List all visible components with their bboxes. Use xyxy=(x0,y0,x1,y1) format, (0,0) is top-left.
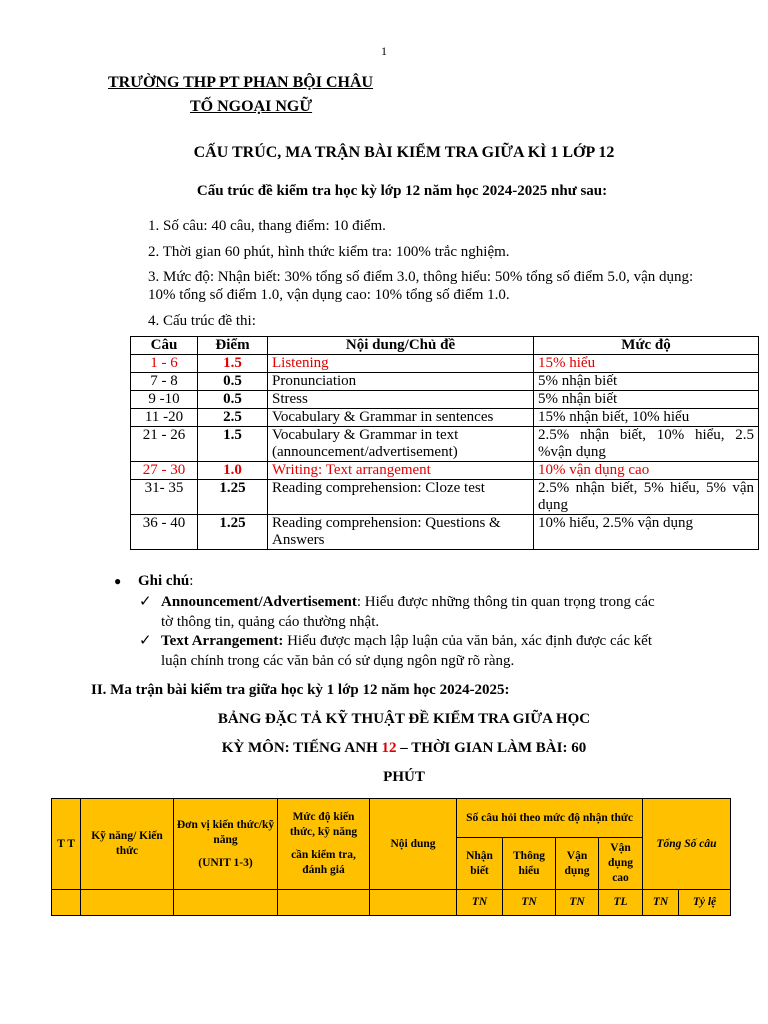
checkmark-icon: ✓ xyxy=(139,594,152,610)
cell-noi-dung: Reading comprehension: Cloze test xyxy=(268,480,534,515)
matrix-so-cau: Số câu hỏi theo mức độ nhận thức xyxy=(457,799,643,838)
cell-cau: 36 - 40 xyxy=(131,515,198,550)
spec-title-line1: BẢNG ĐẶC TẢ KỸ THUẬT ĐỀ KIỂM TRA GIỮA HỌC xyxy=(217,711,591,727)
cell-muc-do: 10% hiểu, 2.5% vận dụng xyxy=(534,515,759,550)
cell-noi-dung: Writing: Text arrangement xyxy=(268,462,534,480)
col-header-muc-do: Mức độ xyxy=(534,337,759,355)
matrix-level-nhan-biet: Nhận biết xyxy=(457,838,503,890)
note-term: Announcement/Advertisement xyxy=(161,594,357,610)
cell-noi-dung: Stress xyxy=(268,391,534,409)
matrix-noi-dung: Nội dung xyxy=(370,799,457,890)
page-title: CẤU TRÚC, MA TRẬN BÀI KIỂM TRA GIỮA KÌ 1 LỚP 12 xyxy=(193,144,615,161)
checkmark-icon: ✓ xyxy=(139,633,152,649)
table-row xyxy=(131,391,759,409)
note-text: Hiểu được mạch lập luận của văn bản, xác định được các kết xyxy=(283,633,652,649)
cell-diem: 1.25 xyxy=(198,480,268,515)
grade-number: 12 xyxy=(381,740,397,756)
cell-cau: 21 - 26 xyxy=(131,427,198,462)
matrix-table xyxy=(51,798,731,916)
cell-cau: 1 - 6 xyxy=(131,355,198,373)
matrix-sub-tn: TN xyxy=(457,890,503,916)
cell-noi-dung: Listening xyxy=(268,355,534,373)
matrix-subheader-row xyxy=(52,890,731,916)
table-row xyxy=(131,409,759,427)
department-name: TỐ NGOẠI NGỮ xyxy=(190,98,313,115)
cell-muc-do: 15% hiểu xyxy=(534,355,759,373)
cell-noi-dung: Pronunciation xyxy=(268,373,534,391)
cell-cau: 7 - 8 xyxy=(131,373,198,391)
matrix-sub-tn: TN xyxy=(556,890,599,916)
section-2-heading: II. Ma trận bài kiểm tra giữa học kỳ 1 lớp 12 năm học 2024-2025: xyxy=(91,682,510,698)
table-row xyxy=(131,373,759,391)
structure-table xyxy=(130,336,759,550)
table-row xyxy=(131,515,759,550)
cell-diem: 1.5 xyxy=(198,427,268,462)
note-text-cont: tờ thông tin, quảng cáo thường nhật. xyxy=(161,614,380,630)
item-3: 3. Mức độ: Nhận biết: 30% tổng số điểm 3.0, thông hiểu: 50% tổng số điểm 5.0, vận dụng: 10% tổng số điểm 1.0, vận dụng cao: 10% tổng số điểm 1.0. xyxy=(148,269,694,303)
note-text-cont: luận chính trong các văn bản có sử dụng ngôn ngữ rõ ràng. xyxy=(161,653,515,669)
cell-muc-do: 15% nhận biết, 10% hiểu xyxy=(534,409,759,427)
cell-diem: 1.0 xyxy=(198,462,268,480)
matrix-sub-tn: TN xyxy=(503,890,556,916)
matrix-level-van-dung: Vận dụng xyxy=(556,838,599,890)
page-number: 1 xyxy=(381,44,387,58)
matrix-muc-do: Mức độ kiến thức, kỹ năng cần kiểm tra, đánh giá xyxy=(278,799,370,890)
col-header-diem: Điểm xyxy=(198,337,268,355)
cell-diem: 2.5 xyxy=(198,409,268,427)
table-row xyxy=(131,480,759,515)
cell-cau: 27 - 30 xyxy=(131,462,198,480)
note-term: Text Arrangement: xyxy=(161,633,284,649)
item-2: 2. Thời gian 60 phút, hình thức kiểm tra: 100% trắc nghiệm. xyxy=(148,244,510,260)
matrix-header-row xyxy=(52,799,731,838)
cell-cau: 9 -10 xyxy=(131,391,198,409)
matrix-tt: T T xyxy=(52,799,81,890)
cell-diem: 1.5 xyxy=(198,355,268,373)
note-term-sep: : xyxy=(356,594,361,610)
matrix-sub-tn: TN xyxy=(643,890,679,916)
cell-cau: 31- 35 xyxy=(131,480,198,515)
col-header-noi-dung: Nội dung/Chủ đề xyxy=(268,337,534,355)
matrix-level-van-dung-cao: Vận dụng cao xyxy=(599,838,643,890)
cell-cau: 11 -20 xyxy=(131,409,198,427)
col-header-cau: Câu xyxy=(131,337,198,355)
school-name: TRƯỜNG THP PT PHAN BỘI CHÂU xyxy=(108,74,374,91)
cell-muc-do: 2.5% nhận biết, 5% hiểu, 5% vận dụng xyxy=(534,480,759,515)
cell-noi-dung: Vocabulary & Grammar in text (announcement/advertisement) xyxy=(268,427,534,462)
notes-heading-colon: : xyxy=(189,573,194,589)
table-row xyxy=(131,462,759,480)
cell-muc-do: 5% nhận biết xyxy=(534,373,759,391)
item-4: 4. Cấu trúc đề thi: xyxy=(148,313,256,329)
cell-muc-do: 2.5% nhận biết, 10% hiểu, 2.5 %vận dụng xyxy=(534,427,759,462)
matrix-don-vi: Đơn vị kiến thức/kỹ năng (UNIT 1-3) xyxy=(174,799,278,890)
item-1: 1. Số câu: 40 câu, thang điểm: 10 điểm. xyxy=(148,218,386,234)
notes-heading: Ghi chú xyxy=(138,573,190,589)
note-item xyxy=(139,631,719,671)
note-item xyxy=(139,592,719,632)
page-subtitle: Cấu trúc đề kiểm tra học kỳ lớp 12 năm học 2024-2025 như sau: xyxy=(196,183,608,199)
cell-diem: 0.5 xyxy=(198,373,268,391)
spec-title-line3: PHÚT xyxy=(383,769,425,785)
cell-noi-dung: Reading comprehension: Questions & Answers xyxy=(268,515,534,550)
cell-diem: 1.25 xyxy=(198,515,268,550)
note-text: Hiểu được những thông tin quan trọng trong các xyxy=(361,594,655,610)
matrix-level-thong-hieu: Thông hiểu xyxy=(503,838,556,890)
cell-noi-dung: Vocabulary & Grammar in sentences xyxy=(268,409,534,427)
matrix-tong: Tổng Số câu xyxy=(643,799,731,890)
bullet-icon: ● xyxy=(114,574,122,588)
matrix-sub-tl: TL xyxy=(599,890,643,916)
table-header-row xyxy=(131,337,759,355)
cell-muc-do: 5% nhận biết xyxy=(534,391,759,409)
notes-heading-line xyxy=(114,573,193,590)
cell-muc-do: 10% vận dụng cao xyxy=(534,462,759,480)
matrix-sub-ty-le: Tỷ lệ xyxy=(679,890,731,916)
cell-diem: 0.5 xyxy=(198,391,268,409)
spec-title-line2: KỲ MÔN: TIẾNG ANH 12 – THỜI GIAN LÀM BÀI: 60 xyxy=(221,740,587,756)
table-row xyxy=(131,427,759,462)
table-row xyxy=(131,355,759,373)
matrix-ky-nang: Kỹ năng/ Kiến thức xyxy=(81,799,174,890)
